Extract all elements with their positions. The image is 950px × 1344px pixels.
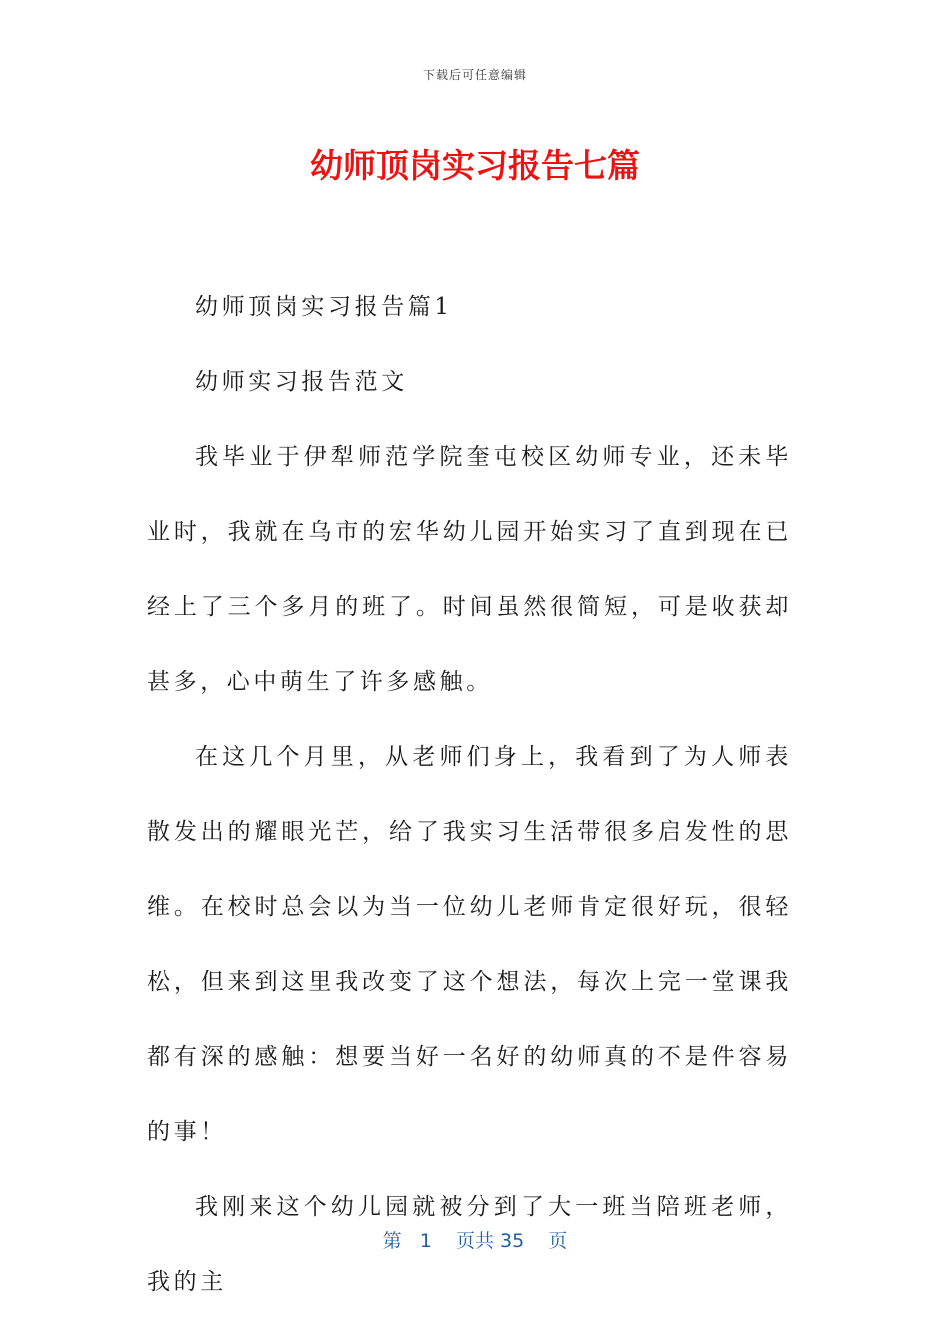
- paragraph: 在这几个月里，从老师们身上，我看到了为人师表散发出的耀眼光芒，给了我实习生活带很多启发性的思维。在校时总会以为当一位幼儿老师肯定很好玩，很轻松，但来到这里我改变了这个想法，每次上完一堂课我都有深的感触：想要当好一名好的幼师真的不是件容易的事！: [147, 744, 792, 1145]
- document-title: 幼师顶岗实习报告七篇: [310, 146, 640, 185]
- header-note: 下载后可任意编辑: [422, 68, 527, 82]
- paragraph: 我刚来这个幼儿园就被分到了大一班当陪班老师，我的主: [147, 1194, 792, 1295]
- footer-middle: 页共: [455, 1230, 494, 1252]
- footer-prefix: 第: [382, 1230, 402, 1252]
- footer-page-current: 1: [419, 1230, 432, 1252]
- footer-page-total: 35: [500, 1230, 525, 1252]
- footer-suffix: 页: [548, 1230, 568, 1252]
- document-body: [147, 270, 792, 1320]
- page-number-footer: [0, 1226, 950, 1253]
- sub-heading: 幼师实习报告范文: [195, 369, 408, 395]
- paragraph: 我毕业于伊犁师范学院奎屯校区幼师专业，还未毕业时，我就在乌市的宏华幼儿园开始实习了直到现在已经上了三个多月的班了。时间虽然很简短，可是收获却甚多，心中萌生了许多感触。: [147, 444, 792, 695]
- section-heading: 幼师顶岗实习报告篇1: [195, 294, 453, 320]
